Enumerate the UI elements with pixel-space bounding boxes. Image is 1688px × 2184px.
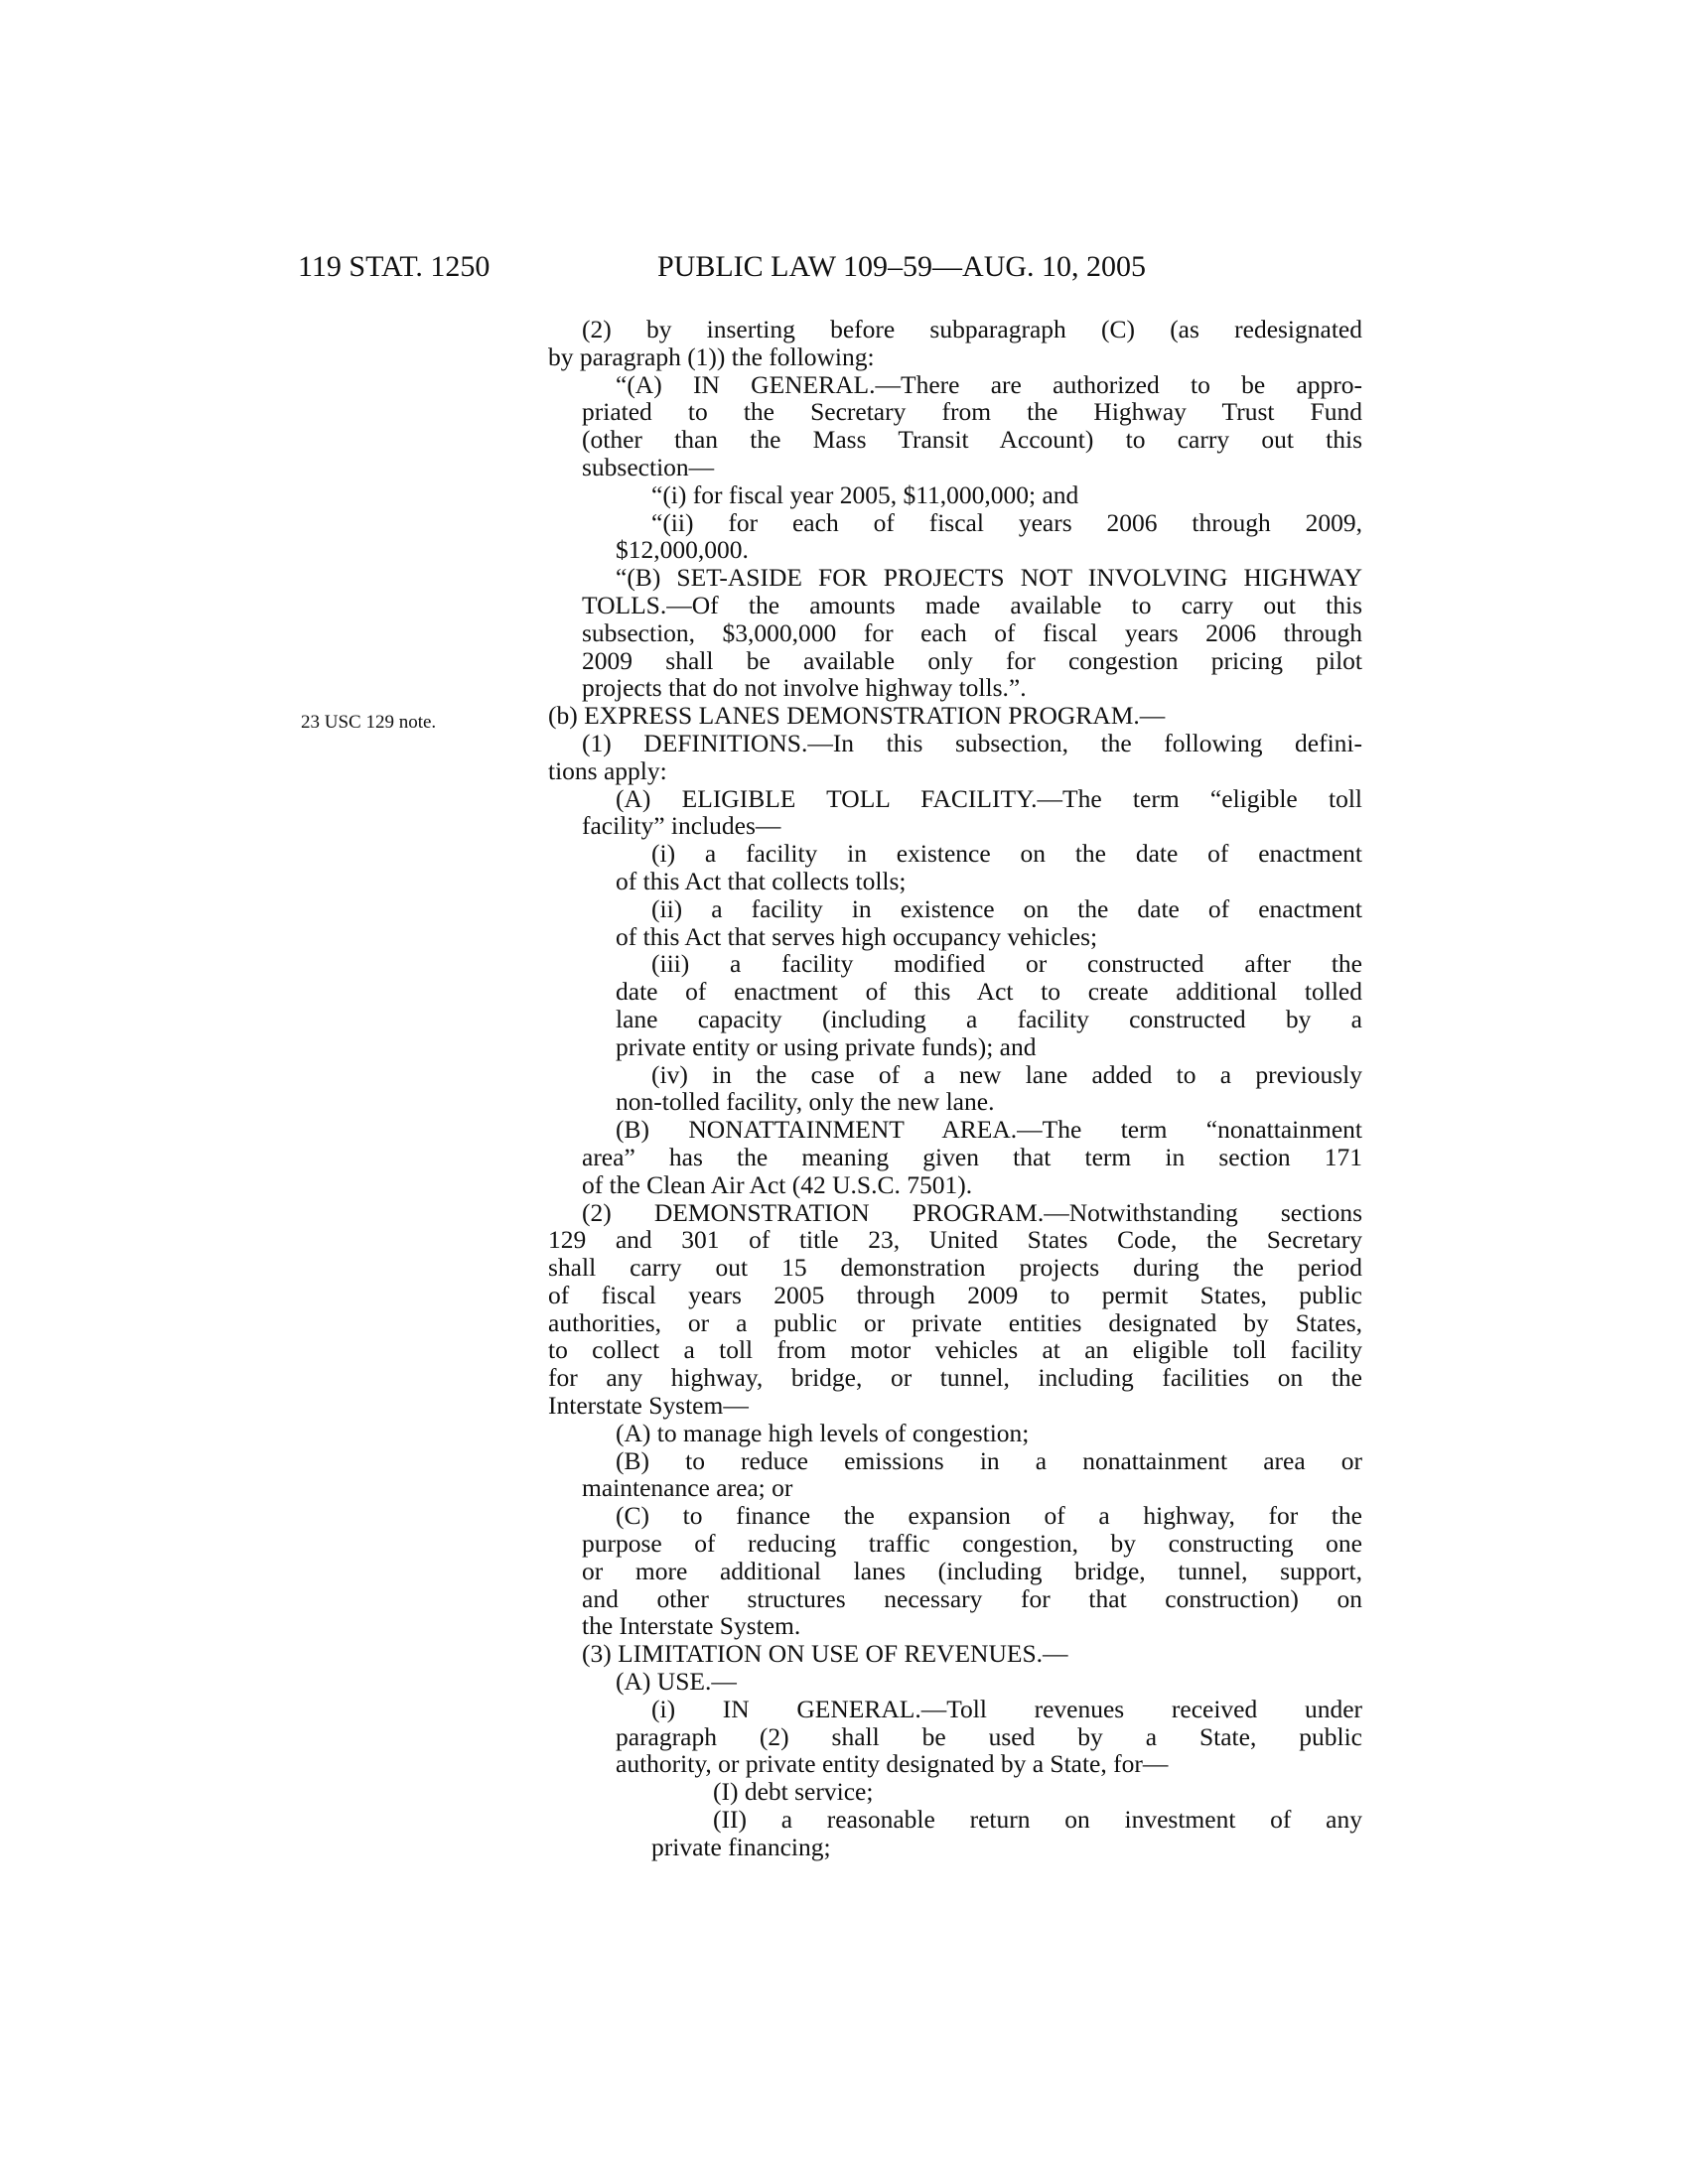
text-line: (ii) a facility in existence on the date of enactment — [651, 893, 1362, 923]
text-line: of the Clean Air Act (42 U.S.C. 7501). — [582, 1169, 973, 1199]
text-line: TOLLS.—Of the amounts made available to carry out this — [582, 590, 1362, 619]
running-header-title: PUBLIC LAW 109–59—AUG. 10, 2005 — [657, 250, 1147, 283]
text-line: date of enactment of this Act to create additional tolled — [616, 977, 1362, 1007]
text-line: (C) to finance the expansion of a highway, for the — [616, 1501, 1362, 1531]
text-line: of fiscal years 2005 through 2009 to permit States, public — [548, 1280, 1362, 1309]
text-line: private financing; — [651, 1832, 831, 1861]
text-line: (2) DEMONSTRATION PROGRAM.—Notwithstanding sections — [582, 1197, 1362, 1227]
text-line: purpose of reducing traffic congestion, by constructing one — [582, 1529, 1362, 1559]
text-line: 129 and 301 of title 23, United States Code, the Secretary — [548, 1225, 1362, 1255]
text-line: (II) a reasonable return on investment of any — [713, 1805, 1362, 1835]
text-line: subsection, $3,000,000 for each of fiscal years 2006 through — [582, 617, 1362, 647]
text-line: authority, or private entity designated by a State, for— — [616, 1749, 1169, 1779]
text-line: to collect a toll from motor vehicles at an eligible toll facility — [548, 1335, 1362, 1365]
text-line: $12,000,000. — [616, 535, 749, 565]
text-line: (2) by inserting before subparagraph (C) (as redesignated — [582, 315, 1362, 343]
text-line: (B) to reduce emissions in a nonattainment area or — [616, 1445, 1362, 1475]
text-line: (iv) in the case of a new lane added to a previously — [651, 1059, 1362, 1089]
text-line: (b) EXPRESS LANES DEMONSTRATION PROGRAM.— — [548, 701, 1166, 731]
text-line: (A) to manage high levels of congestion; — [616, 1418, 1030, 1447]
text-line: (A) USE.— — [616, 1667, 737, 1697]
margin-note: 23 USC 129 note. — [301, 712, 437, 733]
text-line: “(ii) for each of fiscal years 2006 through 2009, — [651, 507, 1362, 537]
text-line: (1) DEFINITIONS.—In this subsection, the following defini- — [582, 728, 1362, 757]
text-line: (A) ELIGIBLE TOLL FACILITY.—The term “eligible toll — [616, 783, 1362, 813]
text-line: (iii) a facility modified or constructed after the — [651, 949, 1362, 979]
text-line: tions apply: — [548, 755, 667, 785]
text-line: or more additional lanes (including bridge, tunnel, support, — [582, 1556, 1362, 1585]
text-line: (i) IN GENERAL.—Toll revenues received under — [651, 1694, 1362, 1723]
text-line: authorities, or a public or private entities designated by States, — [548, 1307, 1362, 1337]
text-line: (i) a facility in existence on the date of enactment — [651, 839, 1362, 869]
text-line: subsection— — [582, 452, 715, 481]
text-line: area” has the meaning given that term in section 171 — [582, 1142, 1362, 1171]
text-line: “(B) SET-ASIDE FOR PROJECTS NOT INVOLVING HIGHWAY — [616, 563, 1362, 593]
text-line: paragraph (2) shall be used by a State, public — [616, 1721, 1362, 1751]
text-line: shall carry out 15 demonstration projects during the period — [548, 1253, 1362, 1283]
text-line: (other than the Mass Transit Account) to carry out this — [582, 425, 1362, 455]
text-line: “(A) IN GENERAL.—There are authorized to be appro- — [616, 369, 1362, 399]
text-line: (3) LIMITATION ON USE OF REVENUES.— — [582, 1639, 1068, 1669]
text-line: private entity or using private funds); and — [616, 1031, 1037, 1061]
text-line: facility” includes— — [582, 811, 781, 841]
text-line: of this Act that collects tolls; — [616, 866, 907, 895]
text-line: maintenance area; or — [582, 1473, 793, 1503]
text-line: (I) debt service; — [713, 1777, 874, 1807]
text-line: and other structures necessary for that construction) on — [582, 1583, 1362, 1613]
text-line: priated to the Secretary from the Highway Trust Fund — [582, 397, 1362, 427]
statute-body — [548, 316, 1362, 1861]
stat-page-number: 119 STAT. 1250 — [298, 250, 491, 283]
text-line: lane capacity (including a facility constructed by a — [616, 1004, 1362, 1033]
text-line: by paragraph (1)) the following: — [548, 341, 875, 371]
text-line: for any highway, bridge, or tunnel, including facilities on the — [548, 1363, 1362, 1393]
text-line: “(i) for fiscal year 2005, $11,000,000; and — [651, 479, 1079, 509]
text-line: of this Act that serves high occupancy vehicles; — [616, 921, 1098, 951]
text-line: Interstate System— — [548, 1391, 749, 1421]
text-line: the Interstate System. — [582, 1611, 801, 1641]
text-line: 2009 shall be available only for congestion pricing pilot — [582, 645, 1362, 675]
text-line: non-tolled facility, only the new lane. — [616, 1087, 995, 1117]
text-line: (B) NONATTAINMENT AREA.—The term “nonattainment — [616, 1115, 1362, 1145]
text-line: projects that do not involve highway tolls.”. — [582, 673, 1027, 703]
